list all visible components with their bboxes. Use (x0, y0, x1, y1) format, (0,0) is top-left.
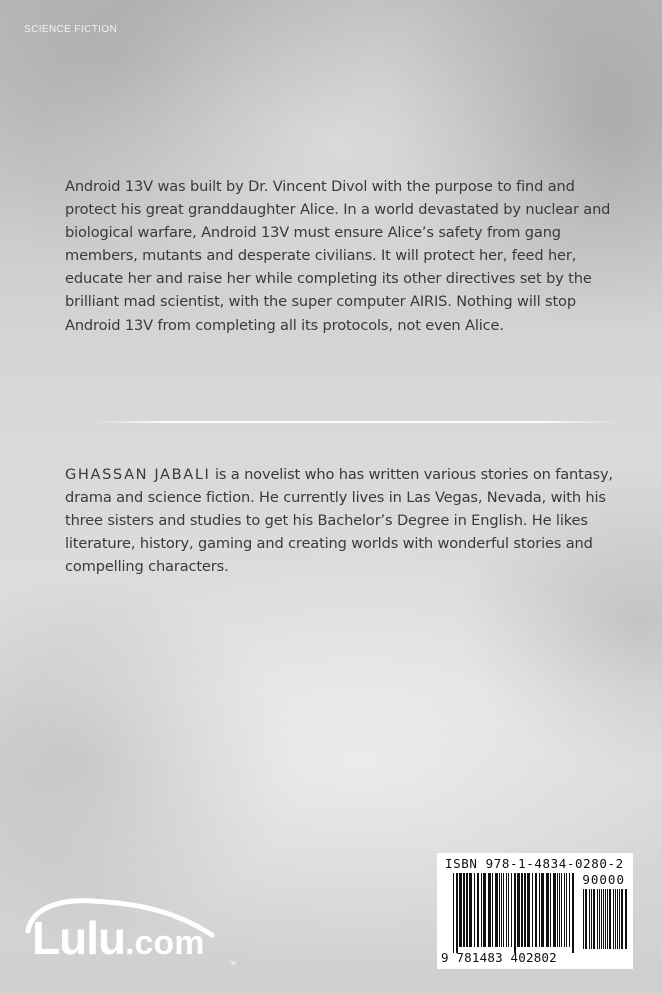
lulu-logo (22, 895, 237, 975)
isbn-barcode (437, 853, 633, 969)
ean-digits: 9 781483 402802 (441, 950, 557, 965)
book-blurb: Android 13V was built by Dr. Vincent Divol with the purpose to find and protect his great granddaughter Alice. In a world devastated by nuclear and biological warfare, Android 13V must ensure Alice’s safety from gang members, mutants and desperate civilians. It will protect her, feed her, educate her and raise her while completing its other directives set by the brilliant mad scientist, with the super computer AIRIS. Nothing will stop Android 13V from completing all its protocols, not even Alice. (65, 178, 611, 334)
lulu-wordmark (32, 912, 205, 964)
isbn-number: ISBN 978-1-4834-0280-2 (445, 856, 624, 871)
lulu-suffix: .com (125, 924, 205, 962)
author-name: GHASSAN JABALI (65, 466, 211, 483)
price-addon-code: 90000 (582, 872, 625, 887)
lulu-name: Lulu (32, 912, 126, 964)
genre-label: SCIENCE FICTION (24, 24, 118, 35)
author-bio-text: is a novelist who has written various stories on fantasy, drama and science fiction. He currently lives in Las Vegas, Nevada, with his three sisters and studies to get his Bachelor’s Degree in English. He likes literature, history, gaming and creating worlds with wonderful stories and compelling characters. (65, 466, 613, 576)
section-divider (90, 421, 620, 423)
author-bio (65, 463, 630, 578)
trademark-mark: TM (229, 961, 237, 967)
